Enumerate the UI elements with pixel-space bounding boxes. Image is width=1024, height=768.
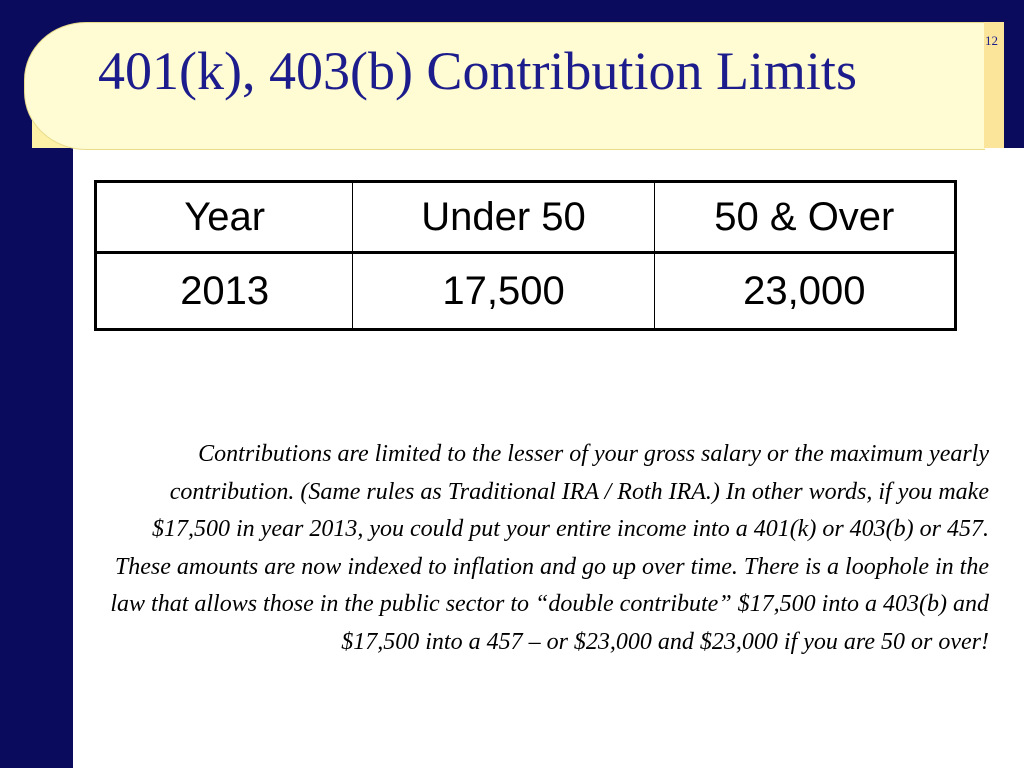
slide-title: 401(k), 403(b) Contribution Limits [98,41,857,101]
contribution-limits-table [94,180,957,331]
explanation-paragraph: Contributions are limited to the lesser of your gross salary or the maximum yearly contribution. (Same rules as Traditional IRA / Roth IRA.) In other words, if you make $17,500 in year 2013, you could put your entire income into a 401(k) or 403(b) or 457. These amounts are now indexed to inflation and go up over time. There is a loophole in the law that allows those in the public sector to “double contribute” $17,500 into a 403(b) and $17,500 into a 457 – or $23,000 and $23,000 if you are 50 or over! [110,441,989,655]
slide-number: 12 [985,33,998,48]
table-row [96,253,956,330]
header-cell-year: Year [96,182,353,253]
header-cell-under-50: Under 50 [353,182,654,253]
table-header-row [96,182,956,253]
cell-50-and-over-limit: 23,000 [654,253,955,330]
cell-year: 2013 [96,253,353,330]
header-cell-50-and-over: 50 & Over [654,182,955,253]
cell-under-50-limit: 17,500 [353,253,654,330]
right-decorative-band [1006,0,1024,148]
